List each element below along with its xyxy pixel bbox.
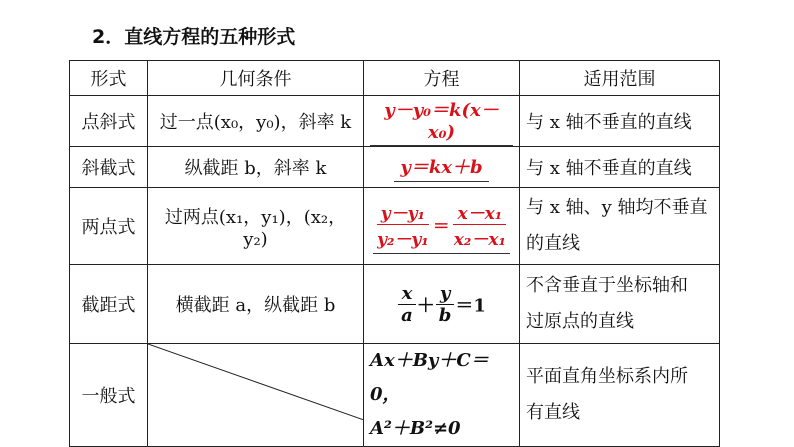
fraction-denominator: x₂－x₁ [453,229,506,250]
condition-cell: 横截距 a，纵截距 b [148,265,364,344]
fraction-denominator: y₂－y₁ [377,229,429,250]
fraction-left [373,199,433,250]
scope-cell [520,188,720,265]
condition-cell: 过一点(x₀，y₀)，斜率 k [148,96,364,147]
scope-line: 的直线 [526,233,580,254]
header-condition: 几何条件 [148,61,364,96]
fraction-y-over-b [435,283,456,326]
equation-cell [364,147,520,188]
diagonal-line [148,344,364,420]
two-point-equation [373,199,510,254]
header-form: 形式 [70,61,148,96]
scope-cell: 与 x 轴不垂直的直线 [520,147,720,188]
fraction-numerator: x－x₁ [453,199,506,225]
fraction-numerator: y－y₁ [377,199,429,225]
form-cell: 两点式 [70,188,148,265]
fraction-numerator: y [436,283,454,305]
scope-line: 不含垂直于坐标轴和 [526,275,688,296]
equation-cell [364,265,520,344]
header-equation: 方程 [364,61,520,96]
form-cell: 点斜式 [70,96,148,147]
scope-line: 与 x 轴、y 轴均不垂直 [526,197,708,218]
equation-line: A²＋B²≠0 [370,418,461,439]
section-heading: 2．直线方程的五种形式 [92,26,296,48]
condition-cell: 过两点(x₁，y₁)，(x₂，y₂) [148,188,364,265]
table-row [70,96,720,147]
equation-cell [364,96,520,147]
equation-cell [364,344,520,447]
scope-line: 有直线 [526,402,580,423]
form-cell: 斜截式 [70,147,148,188]
scope-line: 过原点的直线 [526,311,634,332]
scope-cell: 与 x 轴不垂直的直线 [520,96,720,147]
header-scope: 适用范围 [520,61,720,96]
condition-cell: 纵截距 b，斜率 k [148,147,364,188]
equation-line: Ax＋By＋C＝0， [370,350,489,405]
table-row [70,188,720,265]
line-equation-forms-table [69,60,720,447]
scope-cell [520,344,720,447]
form-cell: 截距式 [70,265,148,344]
equals-sign: ＝ [432,216,450,237]
condition-cell-empty [148,344,364,447]
plus-sign: ＋ [416,295,435,316]
table-row [70,147,720,188]
table-row [70,344,720,447]
equation-cell [364,188,520,265]
equation-text: y－y₀＝k(x－x₀) [370,96,513,146]
equation-tail: ＝1 [455,295,486,316]
scope-line: 平面直角坐标系内所 [526,366,688,387]
form-cell: 一般式 [70,344,148,447]
scope-cell [520,265,720,344]
fraction-denominator: b [438,304,452,326]
fraction-x-over-a [397,283,417,326]
equation-text: y＝kx＋b [394,153,488,182]
fraction-numerator: x [398,283,417,305]
header-row [70,61,720,96]
fraction-denominator: a [401,304,413,326]
fraction-right [450,199,510,250]
table-row [70,265,720,344]
